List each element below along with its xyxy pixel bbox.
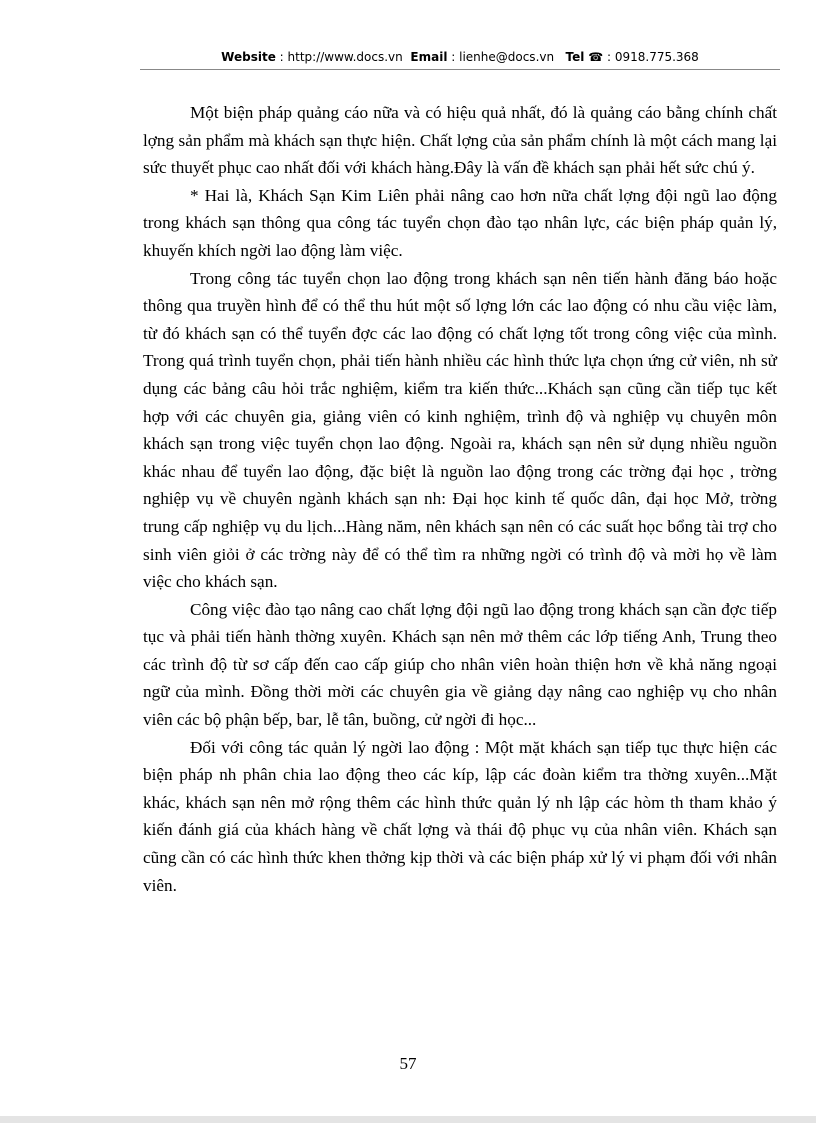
paragraph-4: Công việc đào tạo nâng cao chất lợng đội ngũ lao động trong khách sạn cần đợc tiếp tục và phải tiến hành thờng xuyên. Khách sạn nên mở thêm các lớp tiếng Anh, Trung theo các trình độ từ sơ cấp đến cao cấp giúp cho nhân viên hoàn thiện hơn về khả năng ngoại ngữ của mình. Đồng thời mời các chuyên gia về giảng dạy nâng cao nghiệp vụ cho nhân viên các bộ phận bếp, bar, lễ tân, buồng, cử ngời đi học... bbox=[143, 599, 777, 730]
paragraph-1: Một biện pháp quảng cáo nữa và có hiệu quả nhất, đó là quảng cáo bằng chính chất lợng sản phẩm mà khách sạn thực hiện. Chất lợng của sản phẩm chính là một cách mang lại sức thuyết phục cao nhất đối với khách hàng.Đây là vấn đề khách sạn phải hết sức chú ý. bbox=[143, 103, 777, 178]
tel-number: 0918.775.368 bbox=[614, 50, 699, 64]
body-text bbox=[143, 99, 777, 899]
website-separator: : bbox=[275, 50, 288, 64]
tel-separator: : bbox=[603, 50, 615, 64]
email-separator: : bbox=[447, 50, 460, 64]
page-header bbox=[140, 50, 780, 64]
header-divider bbox=[140, 69, 780, 70]
paragraph-5: Đối với công tác quản lý ngời lao động : Một mặt khách sạn tiếp tục thực hiện các biện pháp nh phân chia lao động theo các kíp, lập các đoàn kiểm tra thờng xuyên...Mặt khác, khách sạn nên mở rộng thêm các hình thức quản lý nh lập các hòm th tham khảo ý kiến đánh giá của khách hàng về chất lợng và thái độ phục vụ của nhân viên. Khách sạn cũng cần có các hình thức khen thởng kịp thời và các biện pháp xử lý vi phạm đối với nhân viên. bbox=[143, 737, 777, 895]
website-url[interactable]: http://www.docs.vn bbox=[287, 50, 403, 64]
paragraph-3: Trong công tác tuyển chọn lao động trong khách sạn nên tiến hành đăng báo hoặc thông qua truyền hình để có thể thu hút một số lợng lớn các lao động có nhu cầu việc làm, từ đó khách sạn có thể tuyển đợc các lao động có chất lợng tốt trong công việc của mình. Trong quá trình tuyển chọn, phải tiến hành nhiều các hình thức lựa chọn ứng cử viên, nh sử dụng các bảng câu hỏi trắc nghiệm, kiểm tra kiến thức...Khách sạn cũng cần tiếp tục kết hợp với các chuyên gia, giảng viên có kinh nghiệm, trình độ và nghiệp vụ chuyên môn khách sạn trong việc tuyển chọn lao động. Ngoài ra, khách sạn nên sử dụng nhiều nguồn khác nhau để tuyển lao động, đặc biệt là nguồn lao động trong các trờng đại học , trờng nghiệp vụ về chuyên ngành khách sạn nh: Đại học kinh tế quốc dân, đại học Mở, trờng trung cấp nghiệp vụ du lịch...Hàng năm, nên khách sạn nên có các suất học bổng tài trợ cho sinh viên giỏi ở các trờng này để có thể tìm ra những ngời có trình độ và mời họ về làm việc cho khách sạn. bbox=[143, 268, 777, 592]
paragraph-2: * Hai là, Khách Sạn Kim Liên phải nâng cao hơn nữa chất lợng đội ngũ lao động trong khách sạn thông qua công tác tuyển chọn đào tạo nhân lực, các biện pháp quản lý, khuyến khích ngời lao động làm việc. bbox=[143, 185, 777, 260]
website-label: Website bbox=[221, 50, 276, 64]
tel-label: Tel bbox=[565, 50, 585, 64]
email-address[interactable]: lienhe@docs.vn bbox=[459, 50, 555, 64]
page-bottom-edge bbox=[0, 1116, 816, 1123]
email-label: Email bbox=[410, 50, 448, 64]
page-number: 57 bbox=[399, 1054, 417, 1073]
phone-icon: ☎ bbox=[588, 50, 604, 64]
